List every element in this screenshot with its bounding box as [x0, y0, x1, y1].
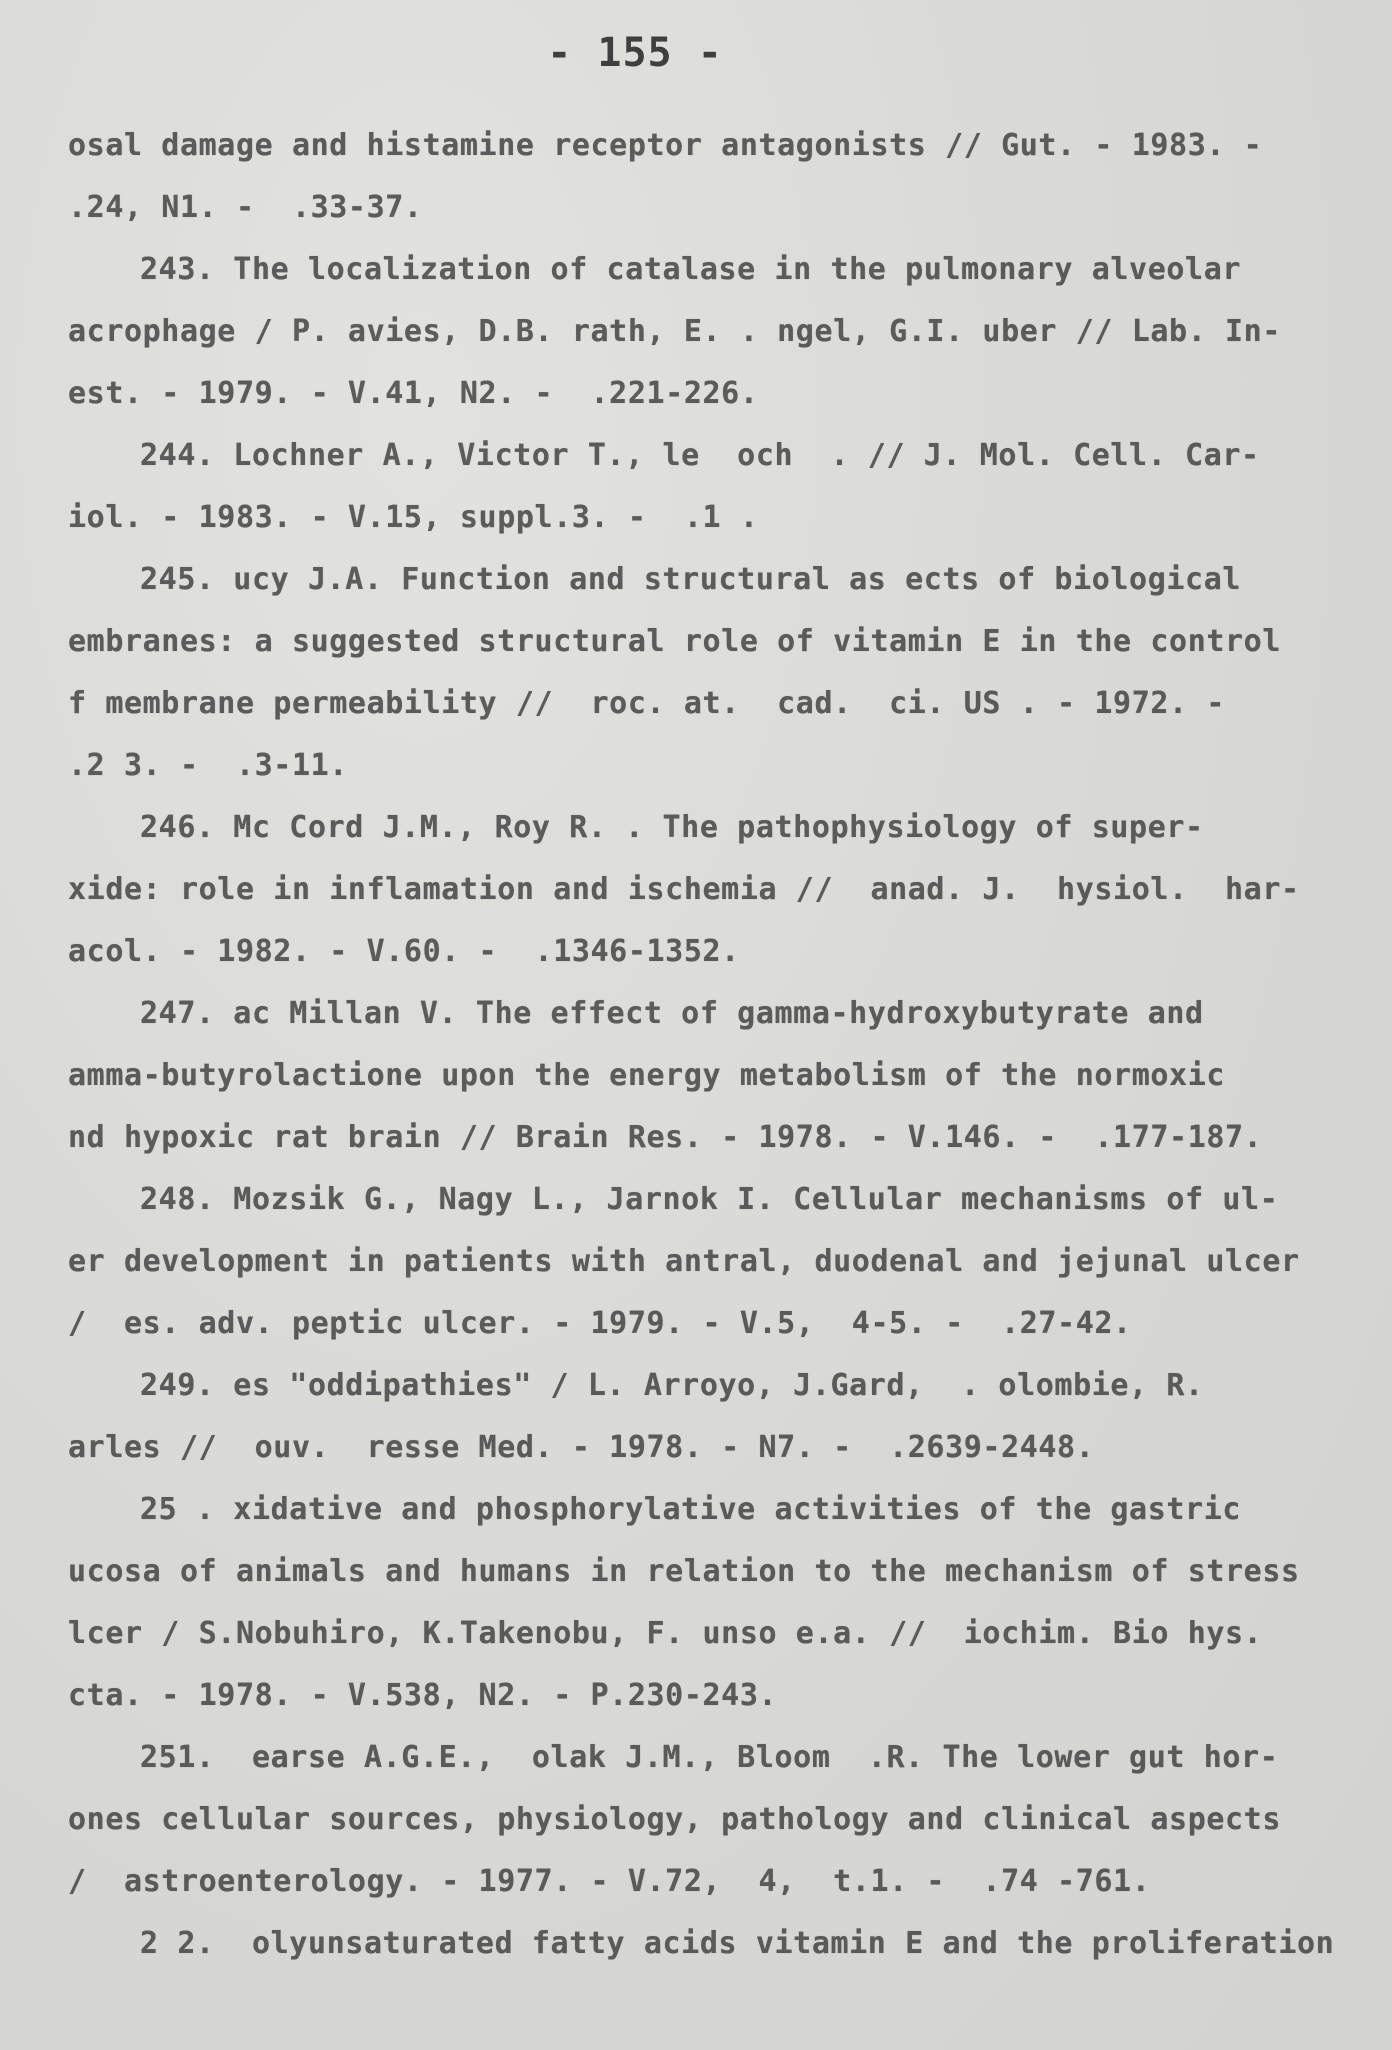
- text-line: / es. adv. peptic ulcer. - 1979. - V.5, 4-5. - .27-42.: [68, 1306, 1132, 1341]
- reference-250: 25 . xidative and phosphorylative activities of the gastric: [140, 1492, 1242, 1527]
- reference-247: 247. ac Millan V. The effect of gamma-hydroxybutyrate and: [140, 996, 1204, 1031]
- text-line: cta. - 1978. - V.538, N2. - P.230-243.: [68, 1678, 778, 1713]
- text-line: xide: role in inflamation and ischemia // anad. J. hysiol. har-: [68, 872, 1300, 907]
- text-line: .2 3. - .3-11.: [68, 748, 348, 783]
- text-line: / astroenterology. - 1977. - V.72, 4, t.1. - .74 -761.: [68, 1864, 1151, 1899]
- text-line: f membrane permeability // roc. at. cad. ci. US . - 1972. -: [68, 686, 1226, 721]
- reference-246: 246. Mc Cord J.M., Roy R. . The pathophysiology of super-: [140, 810, 1204, 845]
- text-line: .24, N1. - .33-37.: [68, 190, 423, 225]
- text-line: embranes: a suggested structural role of vitamin E in the control: [68, 624, 1281, 659]
- text-line: iol. - 1983. - V.15, suppl.3. - .1 .: [68, 500, 759, 535]
- text-line: lcer / S.Nobuhiro, K.Takenobu, F. unso e.a. // iochim. Bio hys.: [68, 1616, 1263, 1651]
- reference-245: 245. ucy J.A. Function and structural as ects of biological: [140, 562, 1242, 597]
- reference-252: 2 2. olyunsaturated fatty acids vitamin E and the proliferation: [140, 1926, 1335, 1961]
- page-number: - 155 -: [547, 30, 723, 76]
- text-line: osal damage and histamine receptor antagonists // Gut. - 1983. -: [68, 128, 1263, 163]
- text-line: ones cellular sources, physiology, pathology and clinical aspects: [68, 1802, 1281, 1837]
- reference-243: 243. The localization of catalase in the pulmonary alveolar: [140, 252, 1242, 287]
- reference-251: 251. earse A.G.E., olak J.M., Bloom .R. The lower gut hor-: [140, 1740, 1279, 1775]
- text-line: nd hypoxic rat brain // Brain Res. - 1978. - V.146. - .177-187.: [68, 1120, 1263, 1155]
- text-line: er development in patients with antral, duodenal and jejunal ulcer: [68, 1244, 1300, 1279]
- text-line: ucosa of animals and humans in relation to the mechanism of stress: [68, 1554, 1300, 1589]
- reference-248: 248. Mozsik G., Nagy L., Jarnok I. Cellular mechanisms of ul-: [140, 1182, 1279, 1217]
- text-line: amma-butyrolactione upon the energy metabolism of the normoxic: [68, 1058, 1226, 1093]
- text-line: acol. - 1982. - V.60. - .1346-1352.: [68, 934, 740, 969]
- reference-249: 249. es "oddipathies" / L. Arroyo, J.Gard, . olombie, R.: [140, 1368, 1204, 1403]
- text-line: arles // ouv. resse Med. - 1978. - N7. - .2639-2448.: [68, 1430, 1095, 1465]
- text-line: acrophage / P. avies, D.B. rath, E. . ngel, G.I. uber // Lab. In-: [68, 314, 1281, 349]
- text-line: est. - 1979. - V.41, N2. - .221-226.: [68, 376, 759, 411]
- reference-244: 244. Lochner A., Victor T., le och . // J. Mol. Cell. Car-: [140, 438, 1260, 473]
